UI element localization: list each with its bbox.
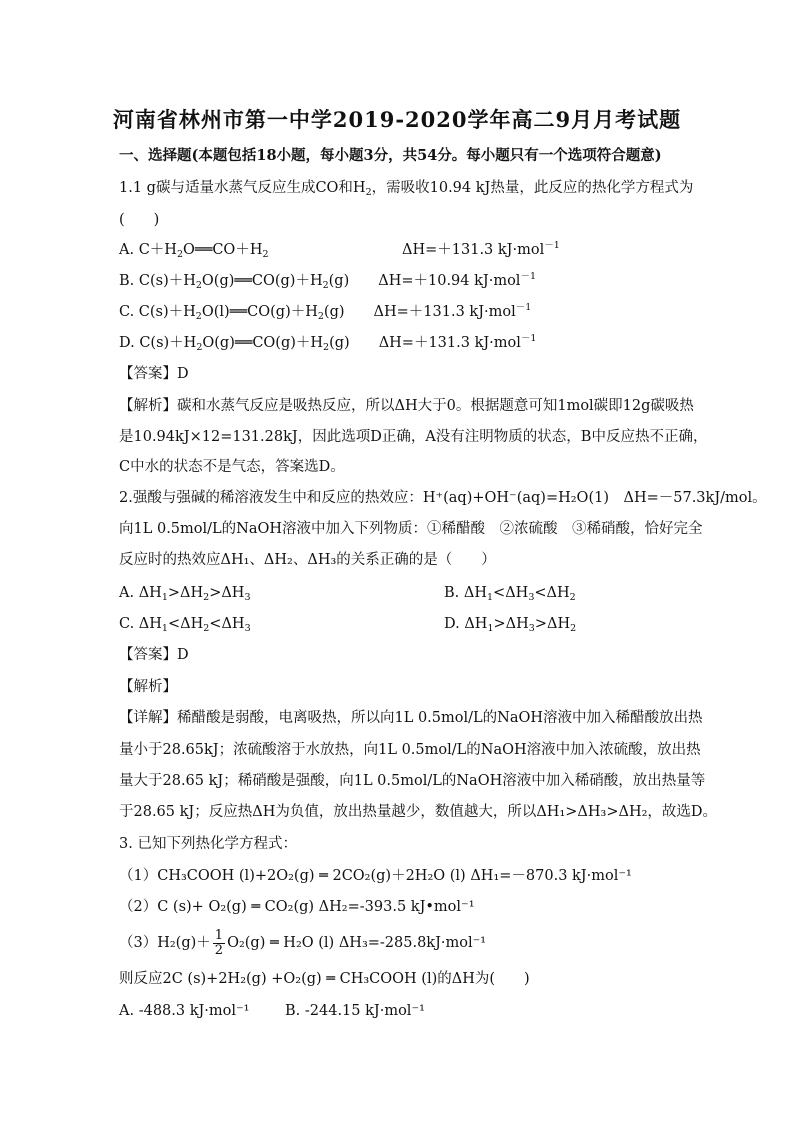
q3-option-a: A. -488.3 kJ·mol⁻¹	[119, 1003, 250, 1019]
q1-option-d: D. $C(s)+H_2O(g)══CO(g)+H_2(g)$ ΔH=＋131.3 kJ·mol$^{-1}$	[119, 333, 537, 353]
q2-detail-line2: 量小于28.65kJ；浓硫酸溶于水放热，向1L 0.5mol/L的NaOH溶液中加入浓硫酸，放出热	[119, 742, 701, 758]
q2-stem-line2: 向1L 0.5mol/L的NaOH溶液中加入下列物质：①稀醋酸 ②浓硫酸 ③稀硝酸，恰好完全	[119, 521, 703, 537]
q1-option-c: C. $C(s)+H_2O(l)══CO(g)+H_2(g)$ ΔH=＋131.3 kJ·mol$^{-1}$	[119, 302, 532, 322]
q2-analysis-label: 【解析】	[119, 679, 177, 695]
q2-option-b: B. $\Delta H_1<\Delta H_3<\Delta H_2$	[444, 585, 576, 603]
page-title: 河南省林州市第一中学2019-2020学年高二9月月考试题	[112, 107, 682, 132]
section-heading: 一、选择题(本题包括18小题，每小题3分，共54分。每小题只有一个选项符合题意)	[119, 147, 662, 164]
q2-detail-line4: 于28.65 kJ；反应热ΔH为负值，放出热量越少，数值越大，所以ΔH₁>ΔH₃>ΔH₂，故选D。	[119, 804, 718, 820]
q1-stem: 1.1 g碳与适量水蒸气反应生成CO和$H_2$，需吸收10.94 kJ热量，此反应的热化学方程式为	[119, 180, 694, 198]
q3-intro: 3. 已知下列热化学方程式：	[119, 836, 297, 852]
q3-option-b: B. -244.15 kJ·mol⁻¹	[285, 1003, 425, 1019]
q2-stem-line1: 2.强酸与强碱的稀溶液发生中和反应的热效应：H⁺(aq)+OH⁻(aq)=H₂O(1) ΔH=－57.3kJ/mol。	[119, 490, 767, 506]
q1-analysis-line1: 【解析】碳和水蒸气反应是吸热反应，所以ΔH大于0。根据题意可知1mol碳即12g碳吸热	[119, 398, 694, 414]
q2-option-c: C. $\Delta H_1<\Delta H_2<\Delta H_3$	[119, 616, 251, 634]
q2-answer: 【答案】D	[119, 647, 189, 663]
q2-option-d: D. $\Delta H_1>\Delta H_3>\Delta H_2$	[444, 616, 577, 634]
fraction-one-half: $\frac{1}{2}$	[214, 927, 224, 958]
q1-answer: 【答案】D	[119, 366, 189, 382]
q2-option-a: A. $\Delta H_1>\Delta H_2>\Delta H_3$	[119, 585, 251, 603]
q3-question: 则反应2C (s)+2H₂(g) +O₂(g) ═ CH₃COOH (l)的ΔH为( )	[119, 971, 530, 987]
q3-equation-2: （2）C (s)+ O₂(g) ═ CO₂(g) ΔH₂=-393.5 kJ•mol⁻¹	[119, 899, 475, 915]
q1-analysis-line2: 是10.94kJ×12=131.28kJ，因此选项D正确，A没有注明物质的状态，B中反应热不正确，	[119, 429, 708, 445]
q2-detail-line3: 量大于28.65 kJ；稀硝酸是强酸，向1L 0.5mol/L的NaOH溶液中加入稀硝酸，放出热量等	[119, 773, 706, 789]
q2-detail-line1: 【详解】稀醋酸是弱酸，电离吸热，所以向1L 0.5mol/L的NaOH溶液中加入稀醋酸放出热	[119, 710, 703, 726]
q3-equation-1: （1）CH₃COOH (l)+2O₂(g) ═ 2CO₂(g)＋2H₂O (l) ΔH₁=－870.3 kJ·mol⁻¹	[119, 868, 632, 884]
q1-option-b: B. $C(s)+H_2O(g)══CO(g)+H_2(g)$ ΔH=＋10.94 kJ·mol$^{-1}$	[119, 271, 536, 291]
q1-stem-bracket: ( )	[119, 212, 160, 228]
q1-option-a: A. $C+H_2O══CO+H_2$	[119, 242, 269, 260]
q3-equation-3: （3）H₂(g)＋ $\frac{1}{2}$ O₂(g) ═ H₂O (l) ΔH₃=-285.8kJ·mol⁻¹	[119, 927, 487, 958]
q1-option-a-dh: ΔH=＋131.3 kJ·mol$^{-1}$	[402, 240, 560, 258]
q2-stem-line3: 反应时的热效应ΔH₁、ΔH₂、ΔH₃的关系正确的是（ ）	[119, 552, 496, 568]
q1-analysis-line3: C中水的状态不是气态，答案选D。	[119, 459, 345, 475]
